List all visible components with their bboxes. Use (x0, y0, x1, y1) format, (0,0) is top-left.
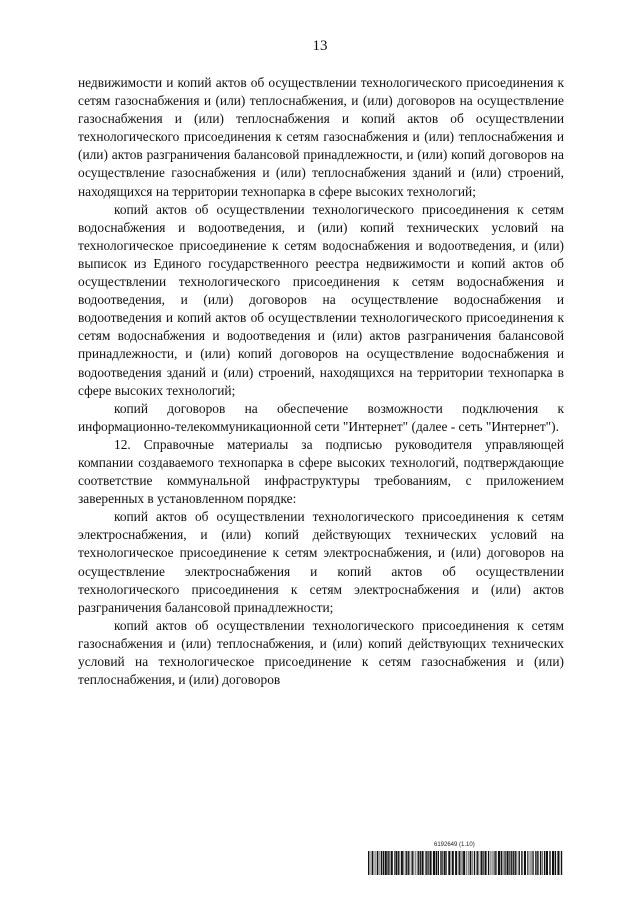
barcode-icon (368, 851, 564, 875)
page-number: 13 (312, 38, 328, 54)
paragraph-internet: копий договоров на обеспечение возможности подключения к информационно-телекоммуникационной сети "Интернет" (далее - сеть "Интернет"). (78, 400, 564, 434)
document-code: 6192649 (1.10) (434, 842, 475, 848)
document-body (78, 74, 564, 689)
paragraph-water-supply: копий актов об осуществлении технологического присоединения к сетям водоснабжения и водоотведения, и (или) копий технических условий на технологическое присоединение к сетям водоснабжения и водоотведения, и (или) выписок из Единого государственного реестра недвижимости и копий актов об осуществлении технологического присоединения к сетям водоснабжения и водоотведения, и (или) договоров на осуществление водоснабжения и водоотведения и копий актов об осуществлении технологического присоединения к сетям водоснабжения и водоотведения и (или) актов разграничения балансовой принадлежности, и (или) копий договоров на осуществление водоснабжения и водоотведения зданий и (или) строений, находящихся на территории технопарка в сфере высоких технологий; (78, 201, 564, 398)
paragraph-electricity: копий актов об осуществлении технологического присоединения к сетям электроснабжения, и (или) копий действующих технических условий на технологическое присоединение к сетям электроснабжения, и (или) договоров на осуществление электроснабжения и копий актов об осуществлении технологического присоединения к сетям электроснабжения и (или) актов разграничения балансовой принадлежности; (78, 509, 564, 615)
paragraph-item-12: 12. Справочные материалы за подписью руководителя управляющей компании создаваемого технопарка в сфере высоких технологий, подтверждающие соответствие коммунальной инфраструктуры требованиям, с приложением заверенных в установленном порядке: (78, 436, 564, 507)
paragraph-gas-heat-continuation: недвижимости и копий актов об осуществлении технологического присоединения к сетям газоснабжения и (или) теплоснабжения, и (или) договоров на осуществление газоснабжения и (или) теплоснабжения и копий актов об осуществлении технологического присоединения к сетям газоснабжения и (или) теплоснабжения и (или) актов разграничения балансовой принадлежности, и (или) копий договоров на осуществление газоснабжения и (или) теплоснабжения зданий и (или) строений, находящихся на территории технопарка в сфере высоких технологий; (78, 75, 564, 199)
paragraph-gas-heat: копий актов об осуществлении технологического присоединения к сетям газоснабжения и (или) теплоснабжения, и (или) копий действующих технических условий на технологическое присоединение к сетям газоснабжения и (или) теплоснабжения, и (или) договоров (78, 617, 564, 688)
